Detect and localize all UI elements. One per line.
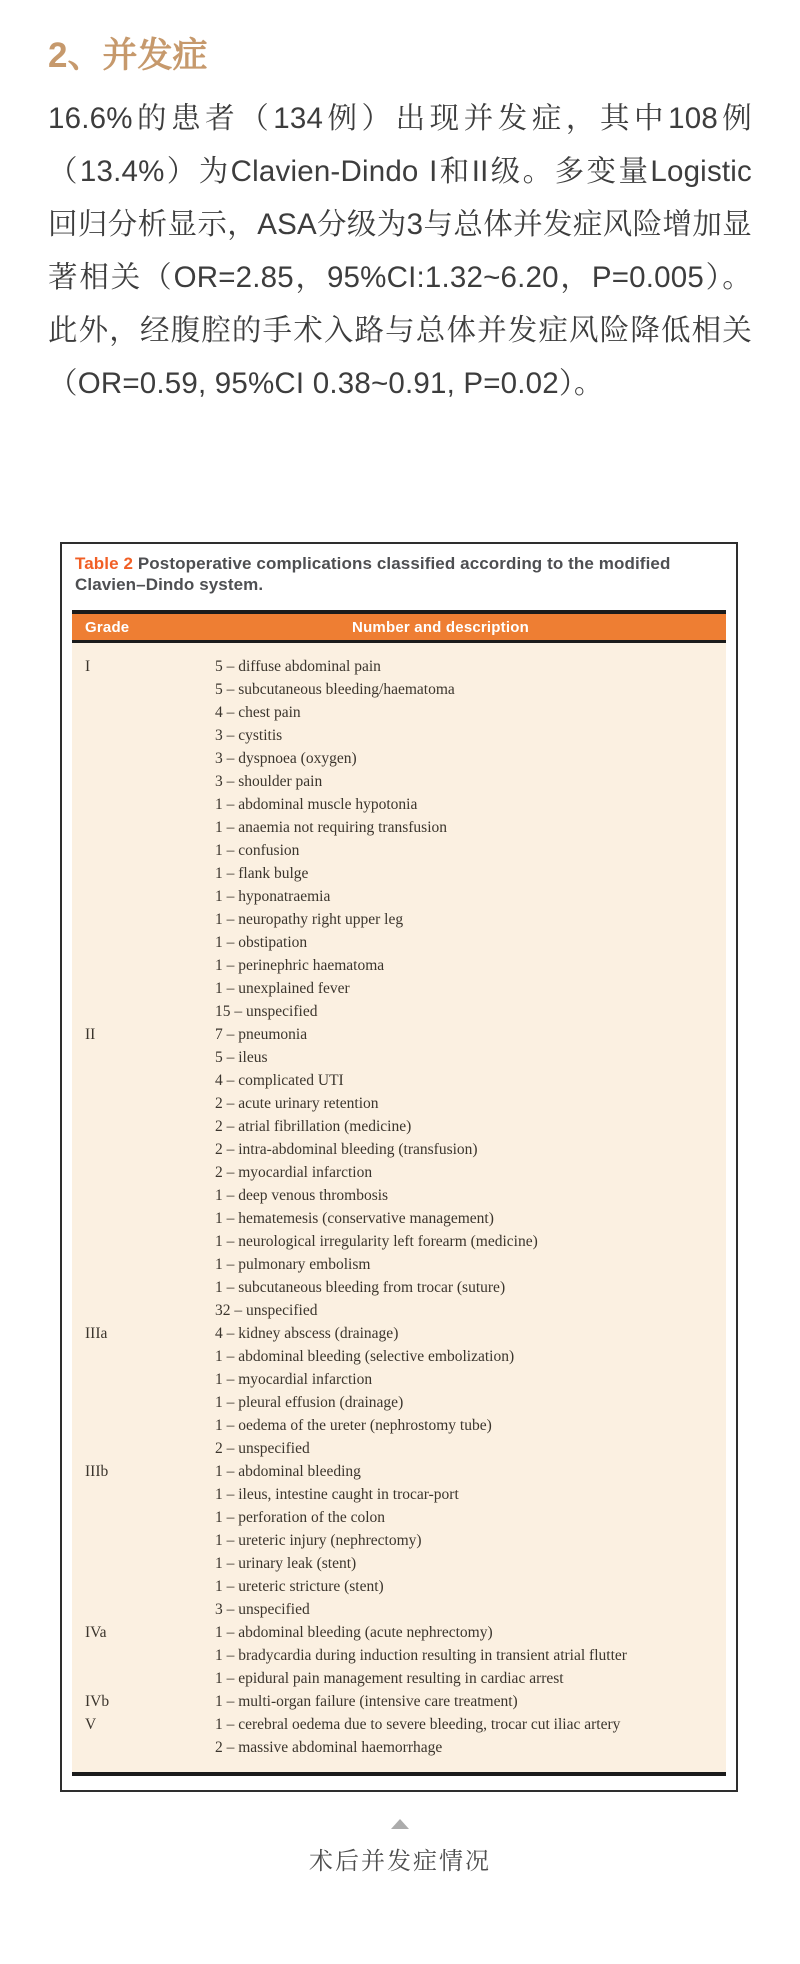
grade-cell bbox=[72, 1736, 215, 1759]
table-row bbox=[72, 908, 726, 931]
table-row bbox=[72, 977, 726, 1000]
table-row bbox=[72, 1322, 726, 1345]
description-cell: 32 – unspecified bbox=[215, 1302, 318, 1319]
description-cell: 1 – urinary leak (stent) bbox=[215, 1555, 357, 1572]
description-cell: 2 – acute urinary retention bbox=[215, 1095, 379, 1112]
table-row bbox=[72, 1391, 726, 1414]
table-figure bbox=[60, 542, 738, 1792]
grade-cell bbox=[72, 908, 215, 931]
grade-cell bbox=[72, 1391, 215, 1414]
table-row bbox=[72, 747, 726, 770]
grade-cell: IIIa bbox=[85, 1325, 108, 1342]
grade-cell bbox=[72, 1276, 215, 1299]
description-cell: 1 – epidural pain management resulting in cardiac arrest bbox=[215, 1670, 564, 1687]
table-row bbox=[72, 1184, 726, 1207]
description-cell: 1 – abdominal muscle hypotonia bbox=[215, 796, 418, 813]
grade-cell bbox=[72, 1529, 215, 1552]
grade-cell bbox=[72, 701, 215, 724]
table-body bbox=[72, 643, 726, 1776]
grade-cell bbox=[72, 678, 215, 701]
table-row bbox=[72, 724, 726, 747]
description-cell: 1 – perforation of the colon bbox=[215, 1509, 386, 1526]
table-row bbox=[72, 701, 726, 724]
description-cell: 1 – neurological irregularity left forearm (medicine) bbox=[215, 1233, 538, 1250]
section-heading: 2、并发症 bbox=[48, 36, 208, 75]
grade-cell bbox=[72, 931, 215, 954]
table-row bbox=[72, 678, 726, 701]
grade-cell bbox=[72, 793, 215, 816]
grade-cell bbox=[72, 1253, 215, 1276]
table-row bbox=[72, 655, 726, 678]
grade-cell bbox=[72, 1230, 215, 1253]
grade-cell bbox=[72, 1092, 215, 1115]
table-row bbox=[72, 1299, 726, 1322]
table-row bbox=[72, 1368, 726, 1391]
grade-cell bbox=[72, 839, 215, 862]
table-title bbox=[62, 544, 736, 603]
grade-cell bbox=[72, 1483, 215, 1506]
description-cell: 4 – complicated UTI bbox=[215, 1072, 344, 1089]
grade-cell bbox=[72, 1115, 215, 1138]
grade-cell bbox=[72, 1046, 215, 1069]
table-row bbox=[72, 1667, 726, 1690]
table-row bbox=[72, 816, 726, 839]
grade-cell: I bbox=[85, 658, 91, 675]
body-paragraph: 16.6%的患者（134例）出现并发症，其中108例（13.4%）为Clavien-Dindo I和II级。多变量Logistic回归分析显示，ASA分级为3与总体并发症风险增加显著相关（OR=2.85，95%CI:1.32~6.20，P=0.005）。此外，经腹腔的手术入路与总体并发症风险降低相关（OR=0.59, 95%CI 0.38~0.91, P=0.02）。 bbox=[48, 102, 752, 400]
table-row bbox=[72, 1483, 726, 1506]
description-cell: 1 – ureteric injury (nephrectomy) bbox=[215, 1532, 422, 1549]
grade-cell bbox=[72, 1437, 215, 1460]
description-cell: 5 – ileus bbox=[215, 1049, 268, 1066]
table-row bbox=[72, 1138, 726, 1161]
grade-cell bbox=[72, 1644, 215, 1667]
description-cell: 1 – myocardial infarction bbox=[215, 1371, 373, 1388]
table-row bbox=[72, 1529, 726, 1552]
table-row bbox=[72, 1690, 726, 1713]
table-header-row bbox=[72, 610, 726, 643]
description-cell: 5 – diffuse abdominal pain bbox=[215, 658, 381, 675]
description-cell: 1 – hematemesis (conservative management) bbox=[215, 1210, 494, 1227]
table-row bbox=[72, 1736, 726, 1759]
complications-table bbox=[72, 610, 726, 1776]
table-row bbox=[72, 1713, 726, 1736]
table-row bbox=[72, 862, 726, 885]
table-row bbox=[72, 1115, 726, 1138]
grade-cell bbox=[72, 1506, 215, 1529]
description-cell: 1 – pulmonary embolism bbox=[215, 1256, 371, 1273]
description-cell: 3 – unspecified bbox=[215, 1601, 310, 1618]
table-row bbox=[72, 770, 726, 793]
description-cell: 15 – unspecified bbox=[215, 1003, 318, 1020]
description-cell: 1 – unexplained fever bbox=[215, 980, 350, 997]
grade-cell bbox=[72, 1345, 215, 1368]
table-row bbox=[72, 1207, 726, 1230]
grade-cell bbox=[72, 724, 215, 747]
grade-cell bbox=[72, 1207, 215, 1230]
table-row bbox=[72, 1069, 726, 1092]
grade-cell bbox=[72, 1000, 215, 1023]
grade-column-header: Grade bbox=[85, 618, 130, 636]
description-cell: 1 – multi-organ failure (intensive care treatment) bbox=[215, 1693, 518, 1710]
grade-cell bbox=[72, 1598, 215, 1621]
table-row bbox=[72, 1552, 726, 1575]
grade-cell bbox=[72, 1138, 215, 1161]
grade-cell bbox=[72, 862, 215, 885]
description-cell: 1 – confusion bbox=[215, 842, 300, 859]
description-cell: 2 – massive abdominal haemorrhage bbox=[215, 1739, 443, 1756]
grade-cell: IVa bbox=[85, 1624, 107, 1641]
description-cell: 3 – shoulder pain bbox=[215, 773, 323, 790]
grade-cell bbox=[72, 747, 215, 770]
description-cell: 1 – bradycardia during induction resulting in transient atrial flutter bbox=[215, 1647, 627, 1664]
table-row bbox=[72, 1023, 726, 1046]
description-cell: 1 – ureteric stricture (stent) bbox=[215, 1578, 384, 1595]
description-cell: 1 – pleural effusion (drainage) bbox=[215, 1394, 404, 1411]
description-cell: 3 – dyspnoea (oxygen) bbox=[215, 750, 357, 767]
table-row bbox=[72, 839, 726, 862]
grade-cell bbox=[72, 1368, 215, 1391]
description-cell: 4 – kidney abscess (drainage) bbox=[215, 1325, 399, 1342]
table-row bbox=[72, 1230, 726, 1253]
table-row bbox=[72, 954, 726, 977]
table-row bbox=[72, 1161, 726, 1184]
description-cell: 2 – unspecified bbox=[215, 1440, 310, 1457]
table-row bbox=[72, 1276, 726, 1299]
description-cell: 4 – chest pain bbox=[215, 704, 301, 721]
table-row bbox=[72, 1000, 726, 1023]
grade-cell: IVb bbox=[85, 1693, 110, 1710]
description-cell: 7 – pneumonia bbox=[215, 1026, 308, 1043]
figure-caption: 术后并发症情况 bbox=[309, 1848, 491, 1875]
table-row bbox=[72, 1253, 726, 1276]
grade-cell bbox=[72, 1184, 215, 1207]
table-row bbox=[72, 1575, 726, 1598]
grade-cell bbox=[72, 885, 215, 908]
description-cell: 1 – flank bulge bbox=[215, 865, 309, 882]
description-cell: 1 – abdominal bleeding (acute nephrectomy) bbox=[215, 1624, 493, 1641]
description-cell: 1 – cerebral oedema due to severe bleeding, trocar cut iliac artery bbox=[215, 1716, 621, 1733]
table-row bbox=[72, 1414, 726, 1437]
description-cell: 1 – hyponatraemia bbox=[215, 888, 331, 905]
table-title-text: Postoperative complications classified according to the modified Clavien–Dindo system. bbox=[75, 554, 671, 594]
table-row bbox=[72, 1345, 726, 1368]
description-cell: 1 – obstipation bbox=[215, 934, 308, 951]
description-cell: 2 – atrial fibrillation (medicine) bbox=[215, 1118, 412, 1135]
grade-cell: IIIb bbox=[85, 1463, 109, 1480]
description-cell: 1 – perinephric haematoma bbox=[215, 957, 385, 974]
description-cell: 2 – intra-abdominal bleeding (transfusion) bbox=[215, 1141, 478, 1158]
description-cell: 1 – deep venous thrombosis bbox=[215, 1187, 389, 1204]
table-row bbox=[72, 931, 726, 954]
grade-cell bbox=[72, 1575, 215, 1598]
table-row bbox=[72, 885, 726, 908]
table-row bbox=[72, 1046, 726, 1069]
description-cell: 1 – anaemia not requiring transfusion bbox=[215, 819, 448, 836]
grade-cell bbox=[72, 1414, 215, 1437]
grade-cell bbox=[72, 1069, 215, 1092]
table-row bbox=[72, 1621, 726, 1644]
grade-cell: V bbox=[85, 1716, 97, 1733]
description-cell: 3 – cystitis bbox=[215, 727, 283, 744]
table-row bbox=[72, 1644, 726, 1667]
grade-cell: II bbox=[85, 1026, 96, 1043]
table-row bbox=[72, 1092, 726, 1115]
table-row bbox=[72, 1460, 726, 1483]
description-cell: 1 – subcutaneous bleeding from trocar (suture) bbox=[215, 1279, 506, 1296]
grade-cell bbox=[72, 770, 215, 793]
grade-cell bbox=[72, 1552, 215, 1575]
table-row bbox=[72, 1598, 726, 1621]
table-row bbox=[72, 1437, 726, 1460]
grade-cell bbox=[72, 816, 215, 839]
table-row bbox=[72, 793, 726, 816]
grade-cell bbox=[72, 977, 215, 1000]
description-cell: 1 – oedema of the ureter (nephrostomy tube) bbox=[215, 1417, 492, 1434]
description-cell: 1 – ileus, intestine caught in trocar-port bbox=[215, 1486, 459, 1503]
table-number-label: Table 2 bbox=[75, 554, 134, 573]
grade-cell bbox=[72, 954, 215, 977]
description-cell: 2 – myocardial infarction bbox=[215, 1164, 373, 1181]
collapse-arrow-icon bbox=[391, 1819, 409, 1829]
grade-cell bbox=[72, 1161, 215, 1184]
description-cell: 1 – abdominal bleeding bbox=[215, 1463, 361, 1480]
description-column-header: Number and description bbox=[352, 618, 529, 636]
grade-cell bbox=[72, 1667, 215, 1690]
table-row bbox=[72, 1506, 726, 1529]
description-cell: 1 – neuropathy right upper leg bbox=[215, 911, 404, 928]
description-cell: 5 – subcutaneous bleeding/haematoma bbox=[215, 681, 455, 698]
grade-cell bbox=[72, 1299, 215, 1322]
description-cell: 1 – abdominal bleeding (selective embolization) bbox=[215, 1348, 515, 1365]
